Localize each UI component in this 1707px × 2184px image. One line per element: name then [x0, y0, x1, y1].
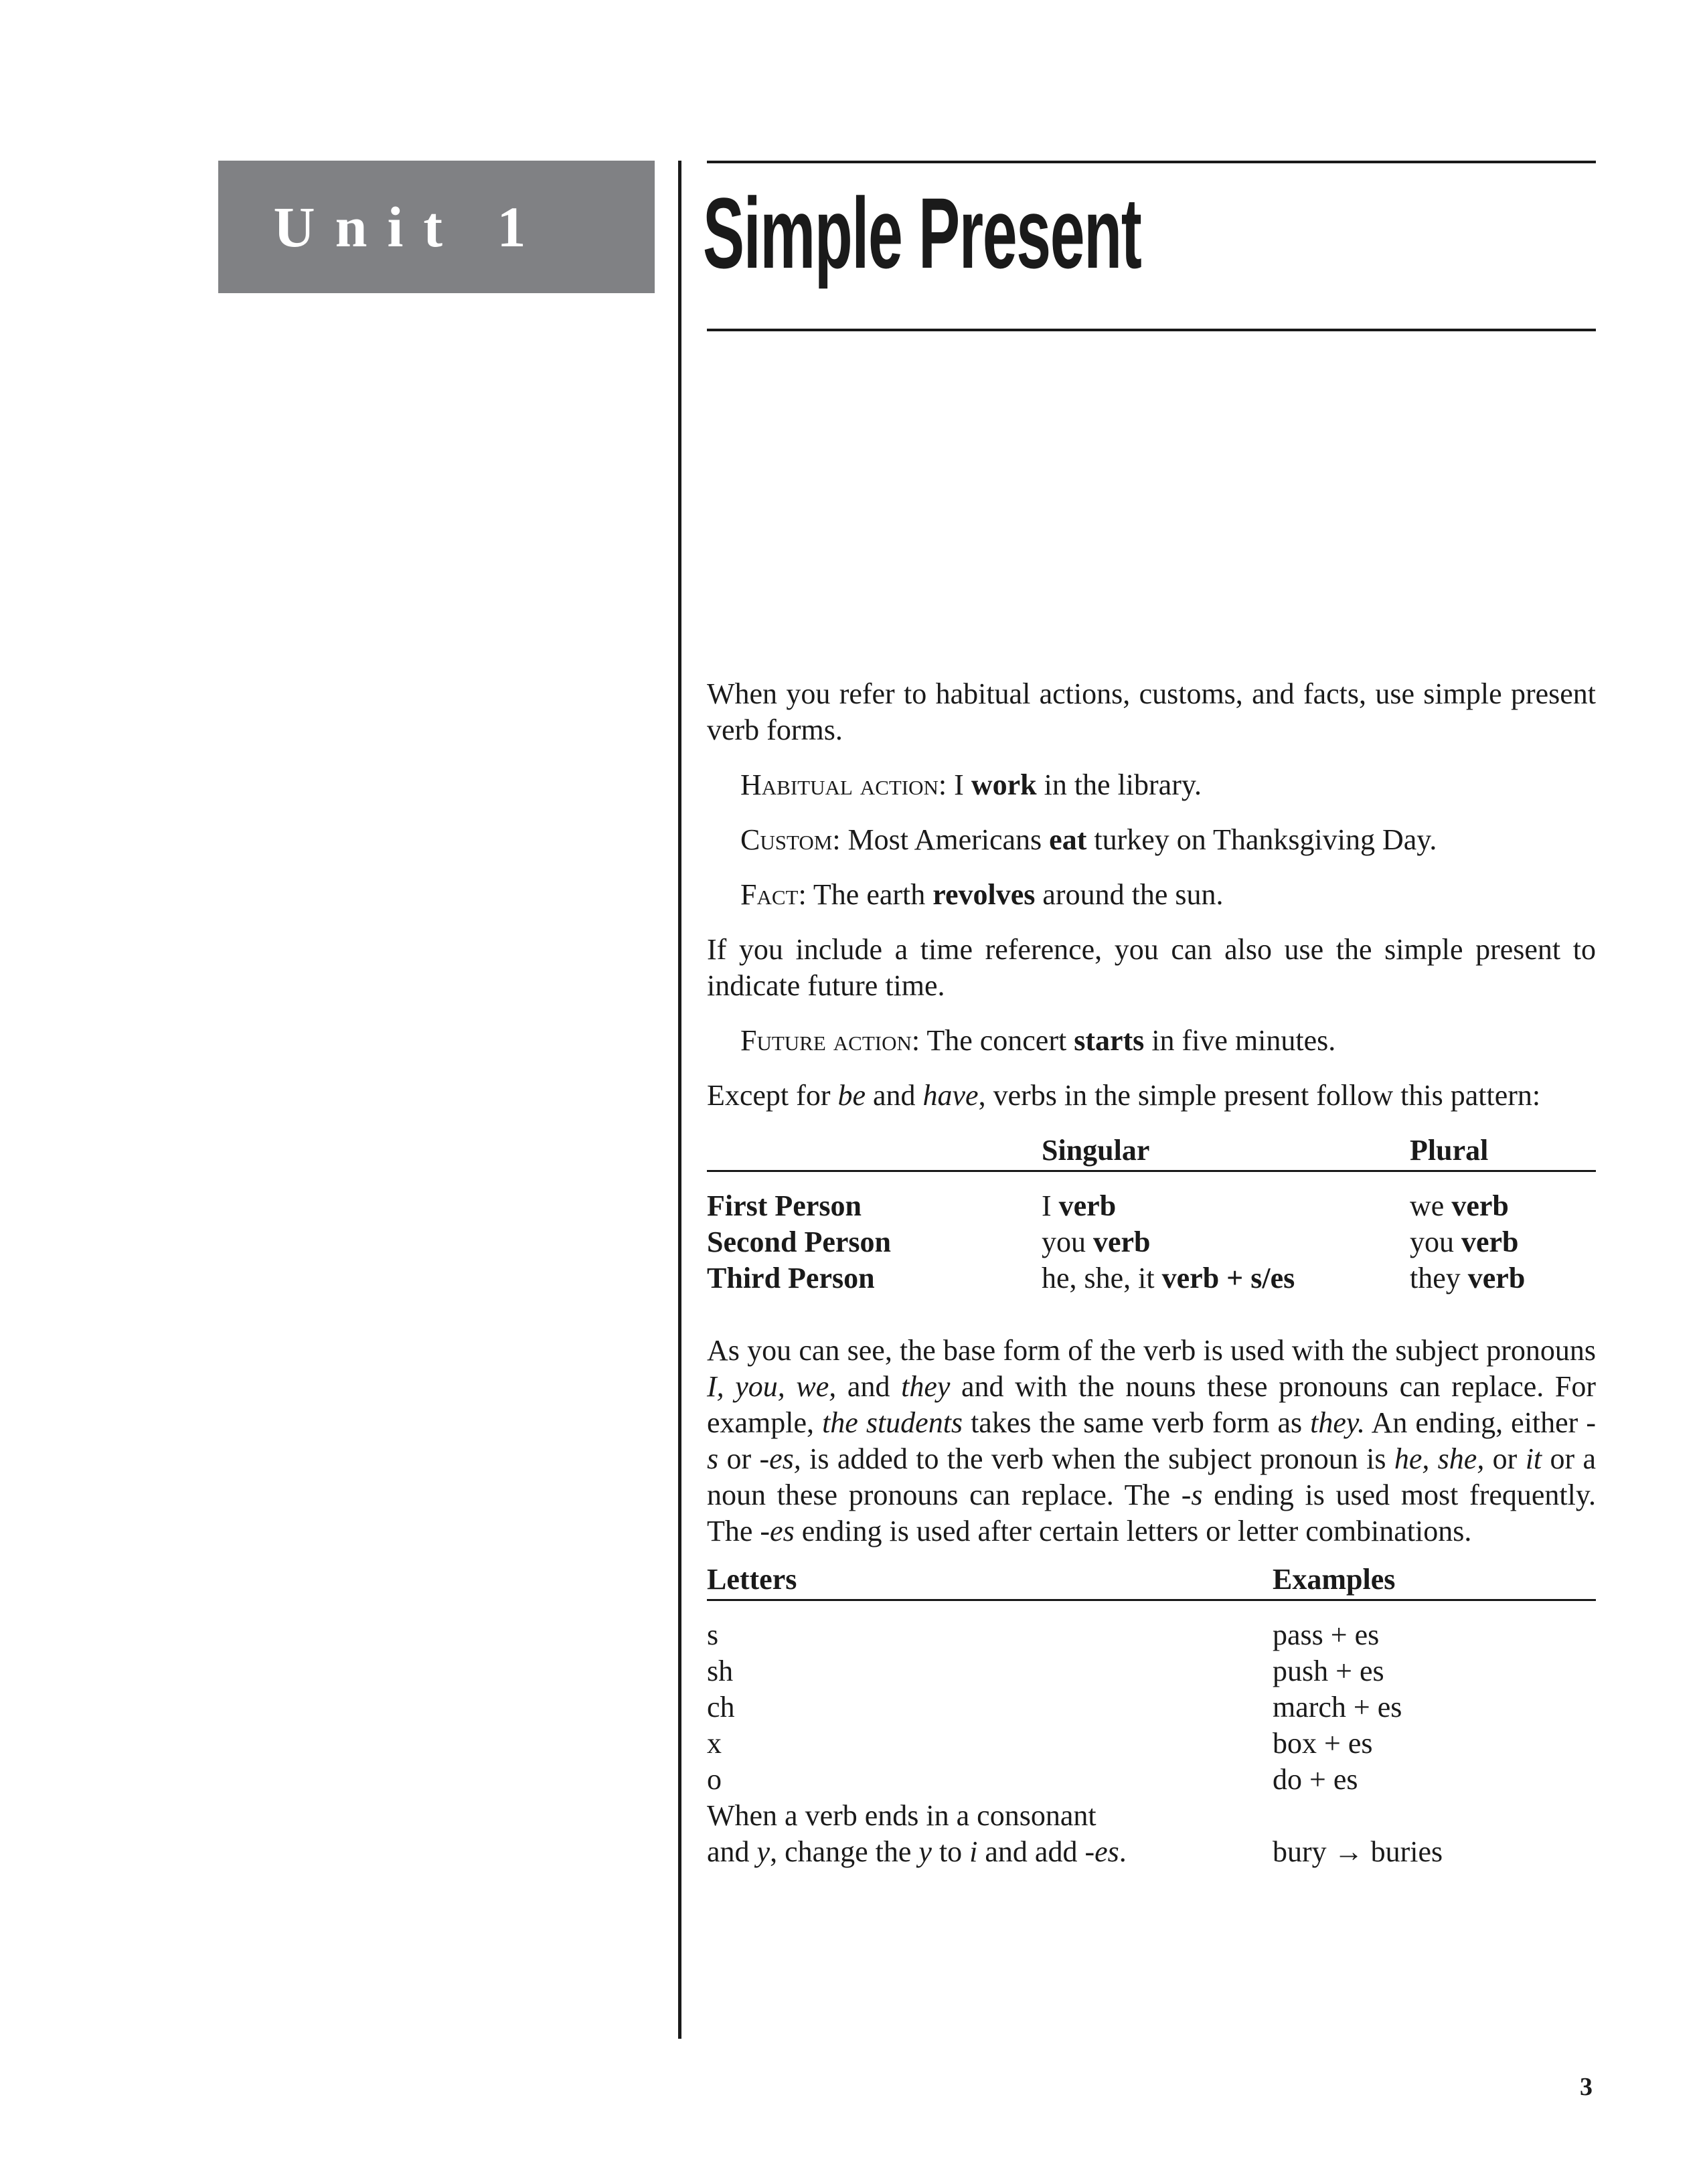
- example-custom: Custom: Most Americans eat turkey on Thanksgiving Day.: [740, 823, 1437, 856]
- future-paragraph: If you include a time reference, you can also use the simple present to indicate future time.: [707, 933, 1596, 1002]
- vertical-rule: [678, 161, 681, 2039]
- page-title: Simple Present: [703, 177, 1141, 289]
- table-row: s pass + es: [707, 1618, 1380, 1651]
- example-label: Fact: [740, 878, 799, 911]
- table-row: sh push + es: [707, 1655, 1384, 1687]
- header-examples: Examples: [1273, 1562, 1596, 1600]
- header-plural: Plural: [1410, 1132, 1596, 1171]
- title-rule-top: [707, 161, 1596, 163]
- title-rule-bottom: [707, 329, 1596, 331]
- table-header-row: [707, 1562, 1596, 1600]
- pattern-table: [707, 1132, 1596, 1296]
- letters-table: [707, 1562, 1596, 1870]
- table-row: Second Person you verb you verb: [707, 1226, 1519, 1258]
- table-row: First Person I verb we verb: [707, 1189, 1509, 1222]
- unit-banner: [218, 161, 655, 293]
- table-row: o do + es: [707, 1763, 1358, 1796]
- example-label: Habitual action: [740, 768, 939, 801]
- table-row: Third Person he, she, it verb + s/es they verb: [707, 1262, 1526, 1294]
- header-letters: Letters: [707, 1562, 1273, 1600]
- table-row: x box + es: [707, 1727, 1373, 1760]
- unit-label: Unit 1: [273, 195, 546, 259]
- example-fact: Fact: The earth revolves around the sun.: [740, 878, 1224, 911]
- table-header-row: [707, 1132, 1596, 1171]
- example-label: Custom: [740, 823, 833, 856]
- table-row: ch march + es: [707, 1691, 1402, 1724]
- pattern-intro: Except for be and have, verbs in the simple present follow this pattern:: [707, 1079, 1541, 1112]
- table-row-rule: When a verb ends in a consonant and y, change the y to i and add -es. bury → buries: [707, 1799, 1443, 1868]
- header-singular: Singular: [1042, 1132, 1410, 1171]
- main-content: [707, 676, 1596, 1870]
- page-number: 3: [1580, 2073, 1593, 2101]
- example-label: Future action: [740, 1024, 912, 1057]
- explanation-paragraph: As you can see, the base form of the verb is used with the subject pronouns I, you, we, and they and with the nouns these pronouns can replace. For example, the students takes the same verb form as they. An ending, either -s or -es, is added to the verb when the subject pronoun is he, she, or it or a noun these pronouns can replace. The -s ending is used most frequently. The -es ending is used after certain letters or letter combinations.: [707, 1334, 1597, 1547]
- example-habitual: Habitual action: I work in the library.: [740, 768, 1202, 801]
- example-future: Future action: The concert starts in five minutes.: [740, 1024, 1336, 1057]
- intro-paragraph: When you refer to habitual actions, customs, and facts, use simple present verb forms.: [707, 677, 1596, 746]
